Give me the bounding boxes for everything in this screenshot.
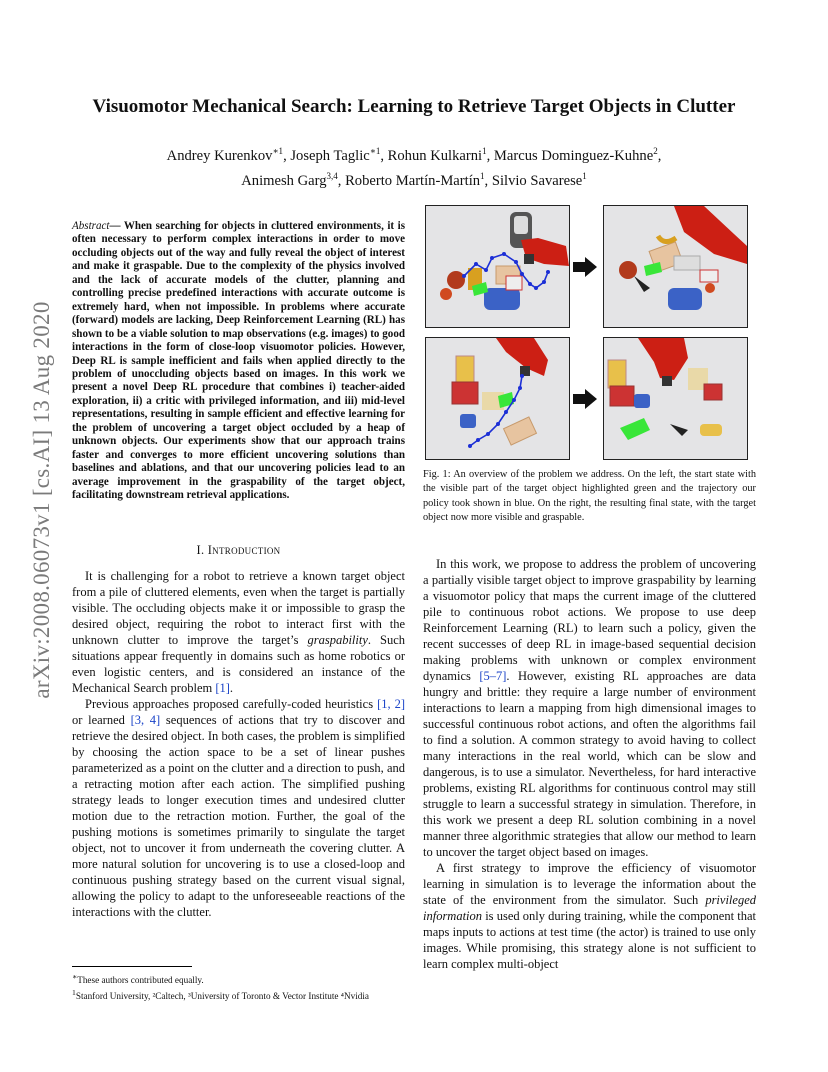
arrow-right-icon (573, 389, 597, 409)
scene-illustration (604, 206, 747, 327)
figure-panel-start-state-1 (425, 205, 570, 328)
clutter-object (610, 386, 634, 406)
figure-1 (423, 205, 756, 457)
robot-arm (638, 338, 688, 380)
author: Animesh Garg (241, 172, 327, 189)
citation-link[interactable]: [5–7] (479, 669, 507, 684)
citation-link[interactable]: [3, 4] (130, 713, 161, 728)
paragraph: In this work, we propose to address the problem of uncovering a partially visible target object to improve graspability by learning a visuomotor policy that maps the current image of the cluttered pile to continuous robot actions. We propose to use deep Reinforcement Learning (RL) to learn such a policy, given the recent successes of deep RL in image-based sequential decision making problems with unknown or complex environment dynamics [5–7]. However, existing RL approaches are data hungry and brittle: they require a large number of environment interactions to learn a mapping from high dimensional images to successful continuous robot actions, and often the algorithms fail to find a solution. A common strategy to avoid having to collect many interactions in the real world, which can be slow and dangerous, is to use a simulator. Nevertheless, for hard interactive problems, existing RL algorithms for continuous control may still struggle to learn a successful strategy in simulation. Therefore, in this work we present a deep RL solution combining in a novel manner three algorithmic strategies that allow our method to learn to uncover the target object based on images. (423, 557, 756, 860)
abstract-text: When searching for objects in cluttered environments, it is often necessary to perform complex interactions in order to move occluding objects out of the way and fully reveal the object of interest and make it graspable. Due to the complexity of the physics involved and the lack of accurate models of the clutter, planning and controlling precise predefined interactions with accurate outcome is extremely hard, when not impossible. In problems where accurate (forward) models are lacking, Deep Reinforcement Learning (RL) has shown to be a viable solution to map observations (e.g. images) to good interactions in the form of close-loop visuomotor policies. However, Deep RL is sample inefficient and fails when applied directly to the problem of unoccluding objects based on images. In this work we present a novel Deep RL procedure that combines i) teacher-aided exploration, ii) a critic with privileged information, and iii) mid-level representations, resulting in sample efficient and effective learning for the problem of uncovering a target object occluded by a heap of unknown objects. Our experiments show that our approach trains faster and converges to more efficient uncovering solutions than baselines and ablations, and that our uncovering policies lead to an average improvement in the graspability of the target object, facilitating downstream retrieval applications. (72, 220, 406, 502)
arxiv-side-stamp (22, 290, 62, 710)
author: Rohun Kulkarni (387, 147, 483, 164)
clutter-object (447, 271, 465, 289)
figure-1-caption: Fig. 1: An overview of the problem we address. On the left, the start state with the visible part of the target object highlighted green and the trajectory our policy took shown in blue. On the right, the resulting final state, with the target object now more visible and graspable. (423, 469, 756, 524)
section-heading (72, 543, 405, 558)
footnote-affiliations: $^1$Stanford University, ²Caltech, ³University of Toronto & Vector Institute ⁴Nvidia (72, 987, 369, 1001)
scene-illustration (426, 206, 569, 327)
introduction-text (72, 568, 405, 920)
paragraph: It is challenging for a robot to retrieve a known target object from a pile of cluttered elements, even when the target is partially visible. The occluding objects make it or impossible to grasp the desired object, requiring the robot to interact first with the unknown clutter to improve the target’s graspability. Such situations appear frequently in domains such as home robotics or even logistic centers, and is considered an instance of the Mechanical Search problem [1]. (72, 569, 405, 696)
clutter-object (452, 382, 478, 404)
target-object-highlight (620, 418, 650, 440)
clutter-object (484, 288, 520, 310)
scene-illustration (604, 338, 747, 459)
clutter-object (608, 360, 626, 388)
right-column-text (423, 556, 756, 972)
author: Marcus Dominguez-Kuhne (493, 147, 654, 164)
figure-panel-final-state-1 (603, 205, 748, 328)
author: Silvio Savarese (491, 172, 583, 189)
abstract: Abstract— When searching for objects in cluttered environments, it is often necessary to perform complex interactions in order to move occluding objects out of the way and fully reveal the object of interest and make it graspable. Due to the complexity of the physics involved and the lack of accurate models of the clutter, planning and controlling precise predefined interactions with accurate outcome is extremely hard, when not impossible. In problems where accurate (forward) models are lacking, Deep Reinforcement Learning (RL) has shown to be a viable solution to map observations (e.g. images) to good interactions in the form of close-loop visuomotor policies. However, Deep RL is sample inefficient and fails when applied directly to the problem of unoccluding objects based on images. In this work we present a novel Deep RL procedure that combines i) teacher-aided exploration, ii) a critic with privileged information, and iii) mid-level representations, resulting in sample efficient and effective learning for the problem of uncovering a target object occluded by a heap of unknown objects. Our experiments show that our approach trains faster and converges to more efficient uncovering solutions than baselines and ablations, and that our uncovering policies lead to an average improvement in the graspability of the target object, facilitating downstream retrieval applications. (72, 220, 406, 502)
robot-arm (674, 206, 747, 264)
author-list: Andrey Kurenkov$^{∗1}$, Joseph Taglic$^{∗1}$, Rohun Kulkarni$^1$, Marcus Dominguez-Kuhne$^2$, Animesh Garg$^{3,4}$, Roberto Martín-Martín$^1$, Silvio Savarese$^1$ (166, 146, 662, 189)
author: Joseph Taglic (290, 147, 370, 164)
citation-link[interactable]: [1] (215, 681, 230, 696)
author: Andrey Kurenkov (166, 147, 273, 164)
arrow-right-icon (573, 257, 597, 277)
arxiv-identifier: arXiv:2008.06073v1 [cs.AI] 13 Aug 2020 (29, 301, 54, 699)
clutter-object (668, 288, 702, 310)
author: Roberto Martín-Martín (345, 172, 481, 189)
footnote-equal-contribution: ∗These authors contributed equally. (72, 972, 204, 986)
section-number: I. (196, 543, 205, 557)
abstract-lead: Abstract (72, 220, 110, 232)
paragraph: Previous approaches proposed carefully-coded heuristics [1, 2] or learned [3, 4] sequences of actions that try to discover and retrieve the desired object. In both cases, the problem is simplified by choosing the action space to be a set of linear pushes parameterized as a point on the clutter and a direction to push, and a retracting motion after each action. The simplified pushing strategy leads to longer execution times and undesired clutter motion due to the retraction motion. Further, the goal of the pushing motions is sometimes primarily to singulate the target object, not to uncover it from underneath the covering clutter. A more natural solution for uncovering is to use a closed-loop and continuous pushing strategy based on the current visual signal, allowing the policy to adapt to the unforeseeable reactions of the interactions with the clutter. (72, 697, 405, 920)
paper-title: Visuomotor Mechanical Search: Learning to Retrieve Target Objects in Clutter (92, 96, 736, 117)
section-title: Introduction (207, 543, 281, 557)
scene-illustration (426, 338, 569, 459)
figure-panel-final-state-2 (603, 337, 748, 460)
figure-panel-start-state-2 (425, 337, 570, 460)
paragraph: A first strategy to improve the efficiency of visuomotor learning in simulation is to leverage the information about the state of the environment from the simulator. Such privileged information is used only during training, while the component that maps inputs to actions at test time (the actor) is trained to use only images. While promising, this strategy alone is not sufficient to learn complex multi-object (423, 861, 756, 972)
target-object-highlight (644, 262, 662, 276)
citation-link[interactable]: [1, 2] (377, 697, 405, 712)
footnotes (72, 966, 369, 1002)
